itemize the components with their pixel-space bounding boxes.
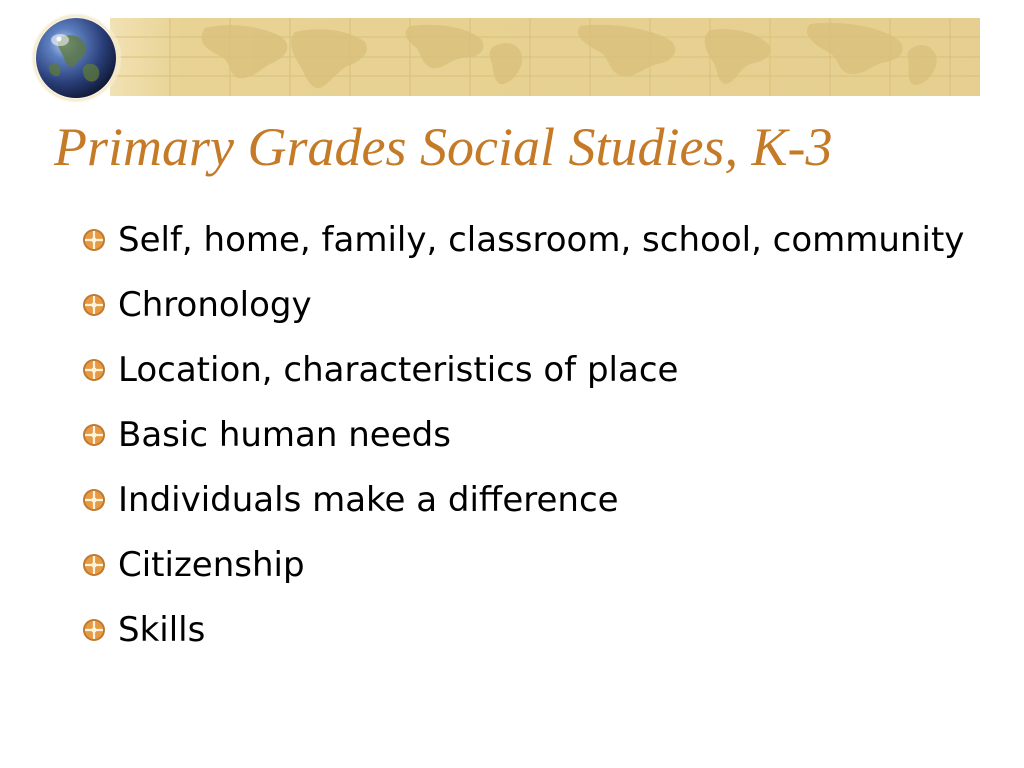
- sun-bullet-icon: [82, 358, 106, 382]
- bullet-text: Basic human needs: [118, 415, 451, 455]
- bullet-text: Citizenship: [118, 545, 305, 585]
- world-map-banner: [110, 18, 980, 96]
- list-item: [82, 214, 982, 267]
- list-item: [82, 474, 982, 527]
- sun-bullet-icon: [82, 553, 106, 577]
- bullet-text: Chronology: [118, 285, 312, 325]
- list-item: [82, 279, 982, 332]
- sun-bullet-icon: [82, 423, 106, 447]
- list-item: [82, 604, 982, 657]
- globe-icon: [30, 12, 122, 104]
- sun-bullet-icon: [82, 618, 106, 642]
- bullet-text: Skills: [118, 610, 206, 650]
- sun-bullet-icon: [82, 488, 106, 512]
- bullet-text: Location, characteristics of place: [118, 350, 679, 390]
- bullet-text: Individuals make a difference: [118, 480, 619, 520]
- slide-title: Primary Grades Social Studies, K-3: [54, 117, 833, 177]
- list-item: [82, 344, 982, 397]
- list-item: [82, 539, 982, 592]
- bullet-list: [82, 214, 982, 669]
- sun-bullet-icon: [82, 228, 106, 252]
- sun-bullet-icon: [82, 293, 106, 317]
- list-item: [82, 409, 982, 462]
- bullet-text: Self, home, family, classroom, school, community: [118, 220, 965, 260]
